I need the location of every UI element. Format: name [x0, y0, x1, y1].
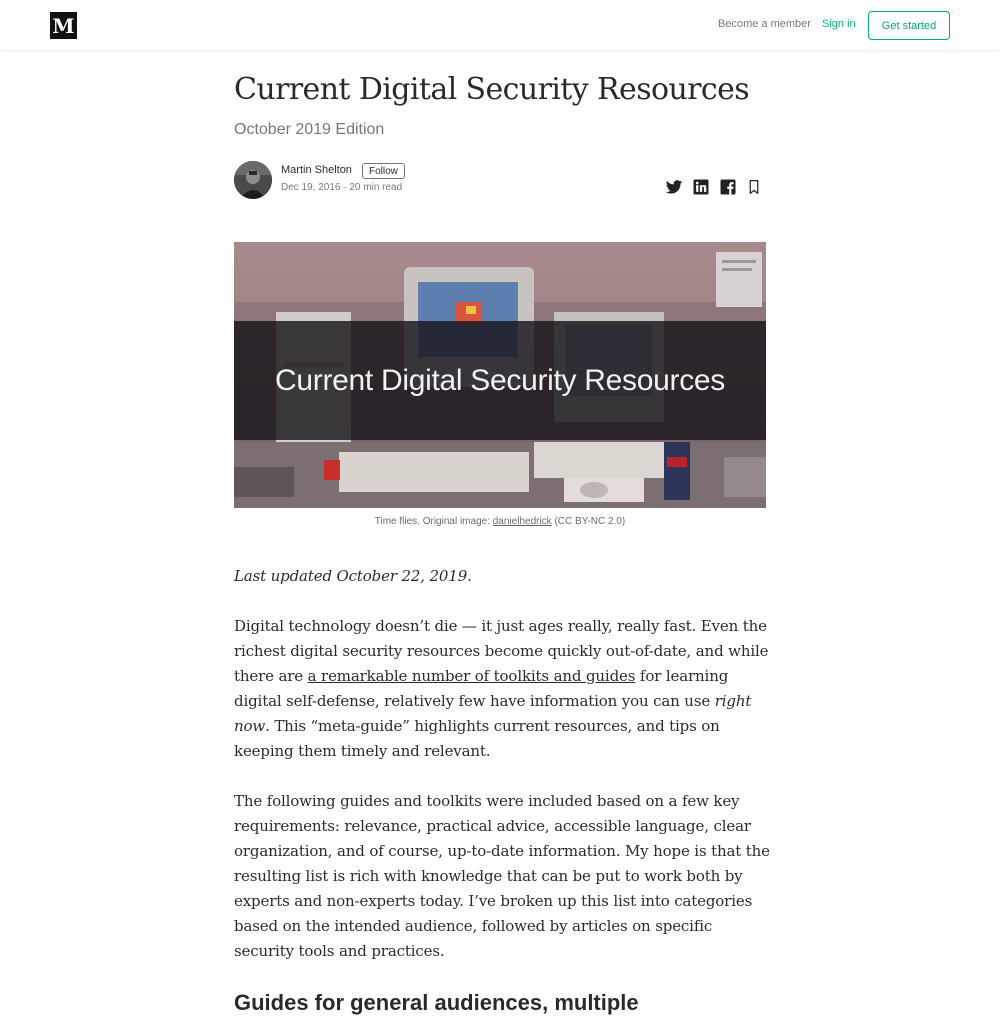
logo-letter: M [52, 13, 75, 38]
author-name[interactable]: Martin Shelton [281, 164, 352, 176]
article-title: Current Digital Security Resources [234, 72, 750, 107]
paragraph-1-emphasis: right now [234, 692, 752, 735]
become-member-link[interactable]: Become a member [718, 18, 811, 30]
paragraph-1-part-1: Digital technology doesn’t die — it just ages really, really fast. Even the richest digital security resources become quickly out-of-date, and while there are [234, 617, 769, 685]
get-started-button[interactable]: Get started [868, 11, 950, 40]
follow-button[interactable]: Follow [362, 163, 405, 179]
hero-title-band [234, 321, 766, 440]
twitter-icon[interactable] [665, 178, 683, 196]
linkedin-icon[interactable] [692, 178, 710, 196]
hero-overlay-text: Current Digital Security Resources [275, 363, 725, 397]
top-navigation-bar [0, 0, 1000, 51]
paragraph-1-part-2: for learning digital self-defense, relatively few have information you can use [234, 667, 729, 710]
last-updated [234, 564, 774, 589]
bookmark-icon[interactable] [745, 178, 763, 196]
article-subtitle: October 2019 Edition [234, 121, 385, 138]
facebook-icon[interactable] [719, 178, 737, 196]
hero-image [234, 242, 766, 508]
caption-text: Time flies. Original image: [374, 516, 493, 527]
author-avatar[interactable] [234, 161, 272, 199]
post-meta: Dec 19, 2016 · 20 min read [281, 182, 403, 193]
paragraph-1 [234, 614, 774, 764]
hero-caption [234, 516, 766, 527]
section-heading: Guides for general audiences, multiple [234, 990, 639, 1015]
sign-in-link[interactable]: Sign in [822, 18, 856, 30]
paragraph-1-part-3: . This “meta-guide” highlights current resources, and tips on keeping them timely and relevant. [234, 717, 720, 760]
caption-credit-link[interactable]: danielhedrick [492, 516, 552, 527]
paragraph-2: The following guides and toolkits were included based on a few key requirements: relevance, practical advice, accessible language, clear organization, and of course, up-to-date information. My hope is that the resulting list is rich with knowledge that can be put to work both by experts and non-experts today. I’ve broken up this list into categories based on the intended audience, followed by articles on specific security tools and practices. [234, 792, 770, 960]
toolkits-guides-link[interactable]: a remarkable number of toolkits and guides [307, 667, 636, 685]
medium-logo[interactable] [50, 12, 77, 39]
caption-license: (CC BY-NC 2.0) [551, 516, 626, 527]
last-updated-text: Last updated October 22, 2019. [234, 567, 472, 585]
